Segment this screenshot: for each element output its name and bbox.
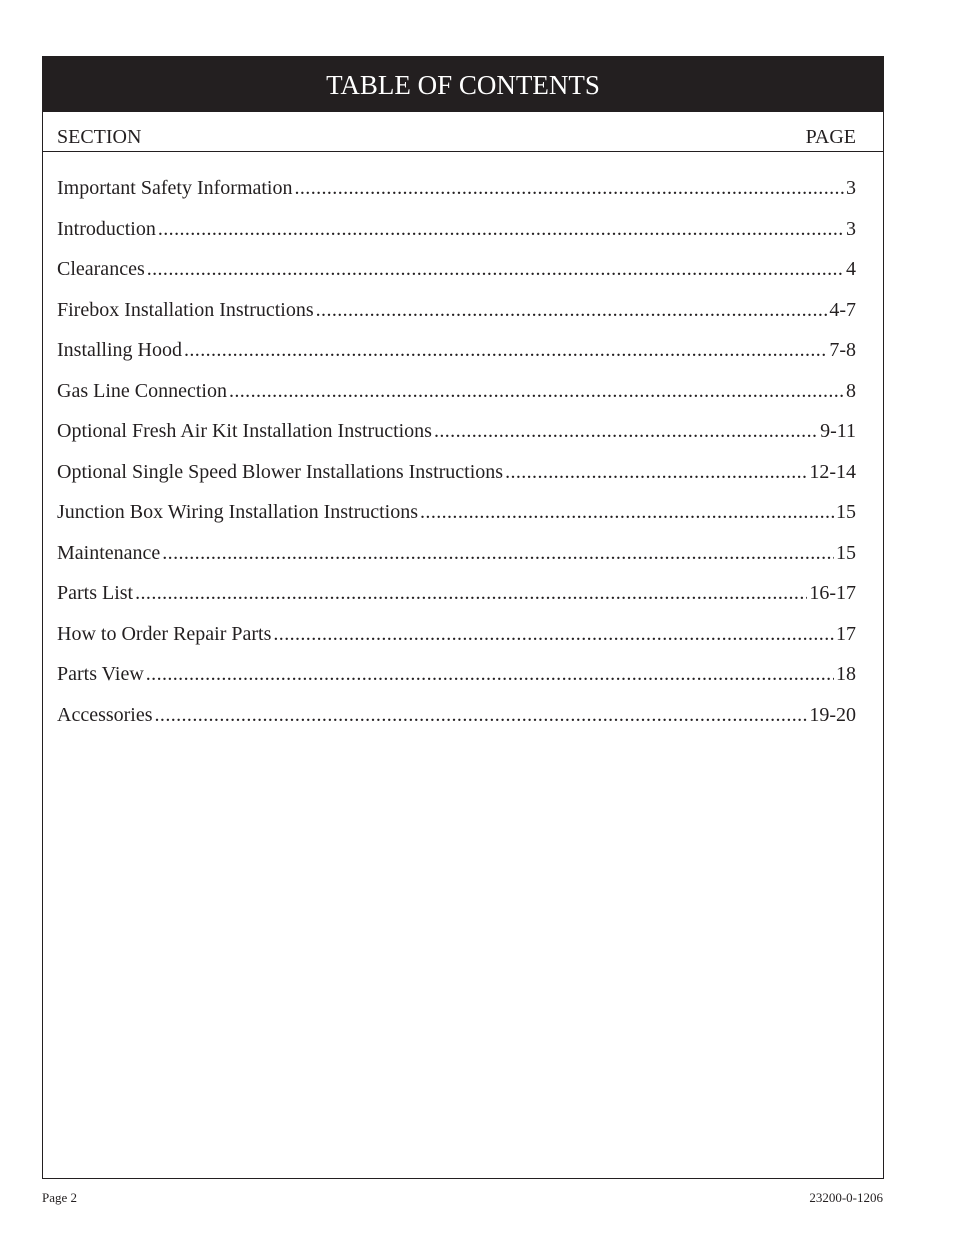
toc-entry-title: Optional Fresh Air Kit Installation Instructions bbox=[57, 420, 432, 442]
toc-entry[interactable] bbox=[57, 337, 856, 378]
toc-entry-page: 12-14 bbox=[809, 460, 856, 483]
toc-entry-title: Clearances bbox=[57, 258, 145, 280]
footer-doc-number: 23200-0-1206 bbox=[809, 1190, 883, 1205]
dot-leader bbox=[316, 297, 828, 323]
dot-leader bbox=[155, 702, 808, 728]
dot-leader bbox=[184, 337, 827, 363]
dot-leader bbox=[147, 256, 844, 282]
toc-entry-page: 9-11 bbox=[820, 420, 856, 442]
toc-entry-title: Introduction bbox=[57, 217, 156, 240]
toc-entry[interactable] bbox=[57, 378, 856, 419]
toc-list bbox=[57, 175, 856, 742]
toc-entry-page: 4 bbox=[846, 258, 856, 280]
toc-entry-title: Parts View bbox=[57, 663, 144, 685]
toc-title-bar bbox=[43, 57, 883, 112]
toc-entry-page: 8 bbox=[846, 379, 856, 402]
toc-entry-title: How to Order Repair Parts bbox=[57, 622, 272, 645]
toc-entry-page: 4-7 bbox=[829, 298, 856, 321]
toc-entry[interactable] bbox=[57, 661, 856, 702]
toc-entry[interactable] bbox=[57, 702, 856, 743]
page-column-label: PAGE bbox=[805, 126, 856, 148]
page-title: TABLE OF CONTENTS bbox=[326, 70, 600, 100]
toc-entry-title: Installing Hood bbox=[57, 339, 182, 361]
dot-leader bbox=[295, 175, 845, 201]
dot-leader bbox=[434, 418, 818, 444]
toc-entry-page: 3 bbox=[846, 217, 856, 240]
toc-entry-title: Important Safety Information bbox=[57, 177, 293, 199]
toc-entry-page: 18 bbox=[836, 663, 856, 685]
toc-entry[interactable] bbox=[57, 418, 856, 459]
section-column-label: SECTION bbox=[57, 126, 142, 148]
toc-entry[interactable] bbox=[57, 499, 856, 540]
toc-entry-title: Firebox Installation Instructions bbox=[57, 298, 314, 321]
toc-entry-title: Maintenance bbox=[57, 541, 161, 564]
dot-leader bbox=[146, 661, 834, 687]
toc-entry-page: 16-17 bbox=[809, 582, 856, 604]
toc-entry[interactable] bbox=[57, 540, 856, 581]
dot-leader bbox=[158, 216, 844, 242]
dot-leader bbox=[505, 459, 807, 485]
toc-entry[interactable] bbox=[57, 175, 856, 216]
toc-entry[interactable] bbox=[57, 297, 856, 338]
toc-entry-title: Junction Box Wiring Installation Instructions bbox=[57, 501, 419, 523]
toc-entry-page: 15 bbox=[836, 541, 856, 564]
dot-leader bbox=[420, 499, 834, 525]
toc-entry-page: 3 bbox=[846, 177, 856, 199]
dot-leader bbox=[135, 580, 807, 606]
toc-entry-page: 19-20 bbox=[809, 703, 856, 726]
toc-entry[interactable] bbox=[57, 459, 856, 500]
toc-entry-title: Gas Line Connection bbox=[57, 379, 227, 402]
toc-entry-title: Parts List bbox=[57, 582, 134, 604]
toc-entry[interactable] bbox=[57, 621, 856, 662]
footer-page-number: Page 2 bbox=[42, 1190, 78, 1205]
toc-frame bbox=[42, 56, 884, 1179]
toc-entry[interactable] bbox=[57, 580, 856, 621]
toc-entry-page: 17 bbox=[836, 622, 856, 645]
column-header bbox=[43, 112, 883, 152]
toc-entry[interactable] bbox=[57, 256, 856, 297]
toc-entry-title: Accessories bbox=[57, 703, 153, 726]
toc-entry-title: Optional Single Speed Blower Installations Instructions bbox=[57, 460, 504, 483]
toc-entry-page: 7-8 bbox=[829, 339, 856, 361]
toc-entry[interactable] bbox=[57, 216, 856, 257]
dot-leader bbox=[229, 378, 844, 404]
toc-entry-page: 15 bbox=[836, 501, 856, 523]
dot-leader bbox=[273, 621, 834, 647]
dot-leader bbox=[162, 540, 834, 566]
